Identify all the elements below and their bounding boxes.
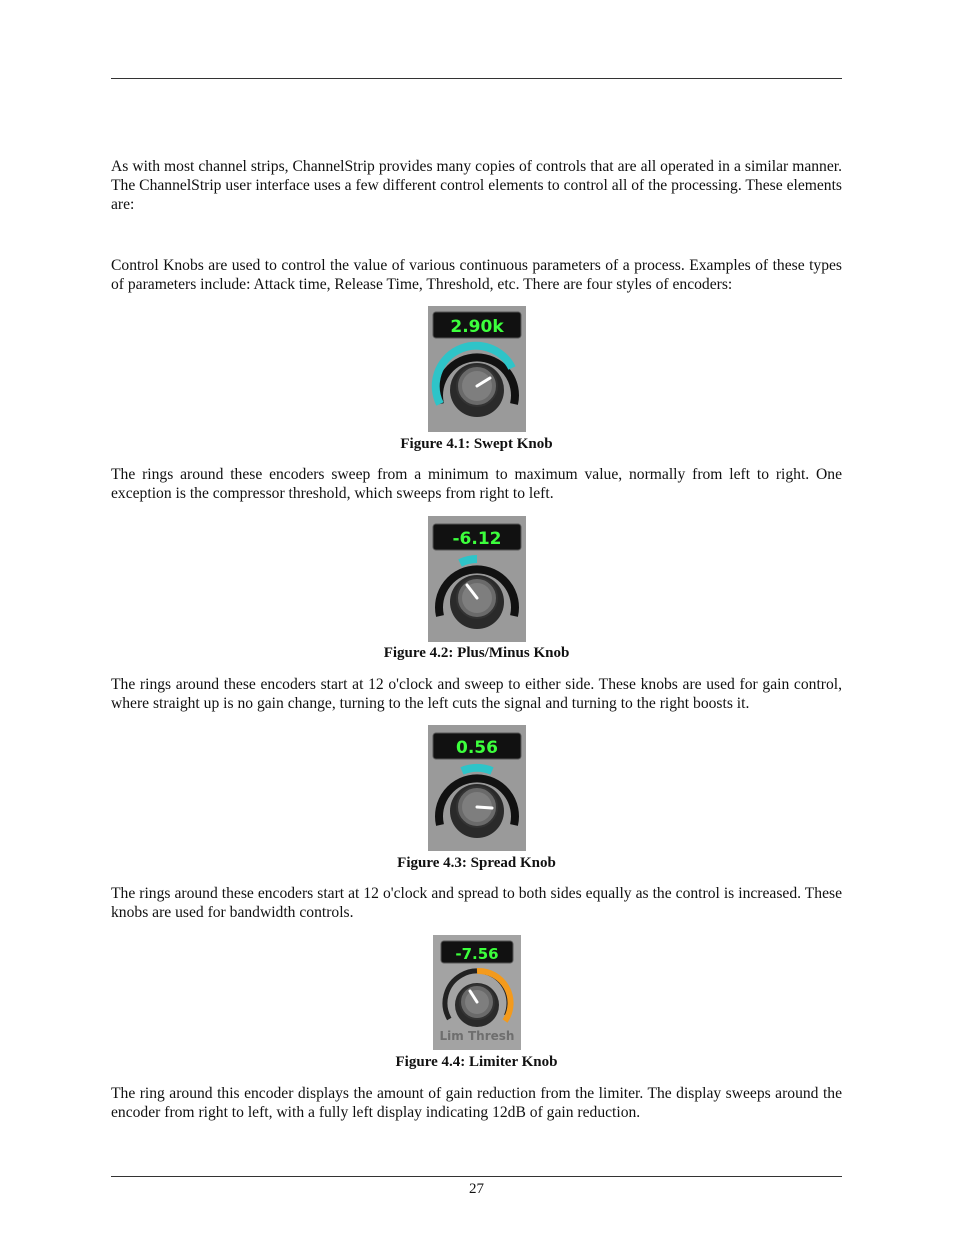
figure-caption: Figure 4.1: Swept Knob xyxy=(400,436,553,452)
figure-description: The rings around these encoders sweep from a minimum to maximum value, normally from left to right. One exception is the compressor threshold, which sweeps from right to left. xyxy=(111,466,842,502)
plus-minus-knob-figure xyxy=(428,516,526,642)
figure-description: The ring around this encoder displays the amount of gain reduction from the limiter. The display sweeps around the encoder from right to left, with a fully left display indicating 12dB of gain reduction. xyxy=(111,1085,842,1121)
figure-description: The rings around these encoders start at 12 o'clock and sweep to either side. These knobs are used for gain control, where straight up is no gain change, turning to the left cuts the signal and turning to the right boosts it. xyxy=(111,676,842,712)
knobs-intro-paragraph: Control Knobs are used to control the value of various continuous parameters of a process. Examples of these types of parameters include: Attack time, Release Time, Threshold, etc. There are four styles of encoders: xyxy=(111,257,842,293)
page-number: 27 xyxy=(469,1181,484,1197)
knob-label: Lim Thresh xyxy=(439,1029,515,1043)
spread-knob-figure xyxy=(428,725,526,851)
swept-knob-figure xyxy=(428,306,526,432)
display-readout: -7.56 xyxy=(455,945,499,963)
figure-description: The rings around these encoders start at 12 o'clock and spread to both sides equally as the control is increased. These knobs are used for bandwidth controls. xyxy=(111,885,842,921)
footer-rule xyxy=(111,1176,842,1177)
limiter-knob-figure xyxy=(433,935,521,1050)
header-rule xyxy=(111,78,842,79)
display-readout: 0.56 xyxy=(456,738,498,758)
display-readout: -6.12 xyxy=(452,529,502,549)
intro-paragraph: As with most channel strips, ChannelStrip provides many copies of controls that are all operated in a similar manner. The ChannelStrip user interface uses a few different control elements to control all of the processing. These elements are: xyxy=(111,158,842,213)
figure-caption: Figure 4.3: Spread Knob xyxy=(397,855,556,871)
figure-caption: Figure 4.2: Plus/Minus Knob xyxy=(383,645,570,661)
display-readout: 2.90k xyxy=(450,317,504,337)
figure-caption: Figure 4.4: Limiter Knob xyxy=(395,1054,558,1070)
